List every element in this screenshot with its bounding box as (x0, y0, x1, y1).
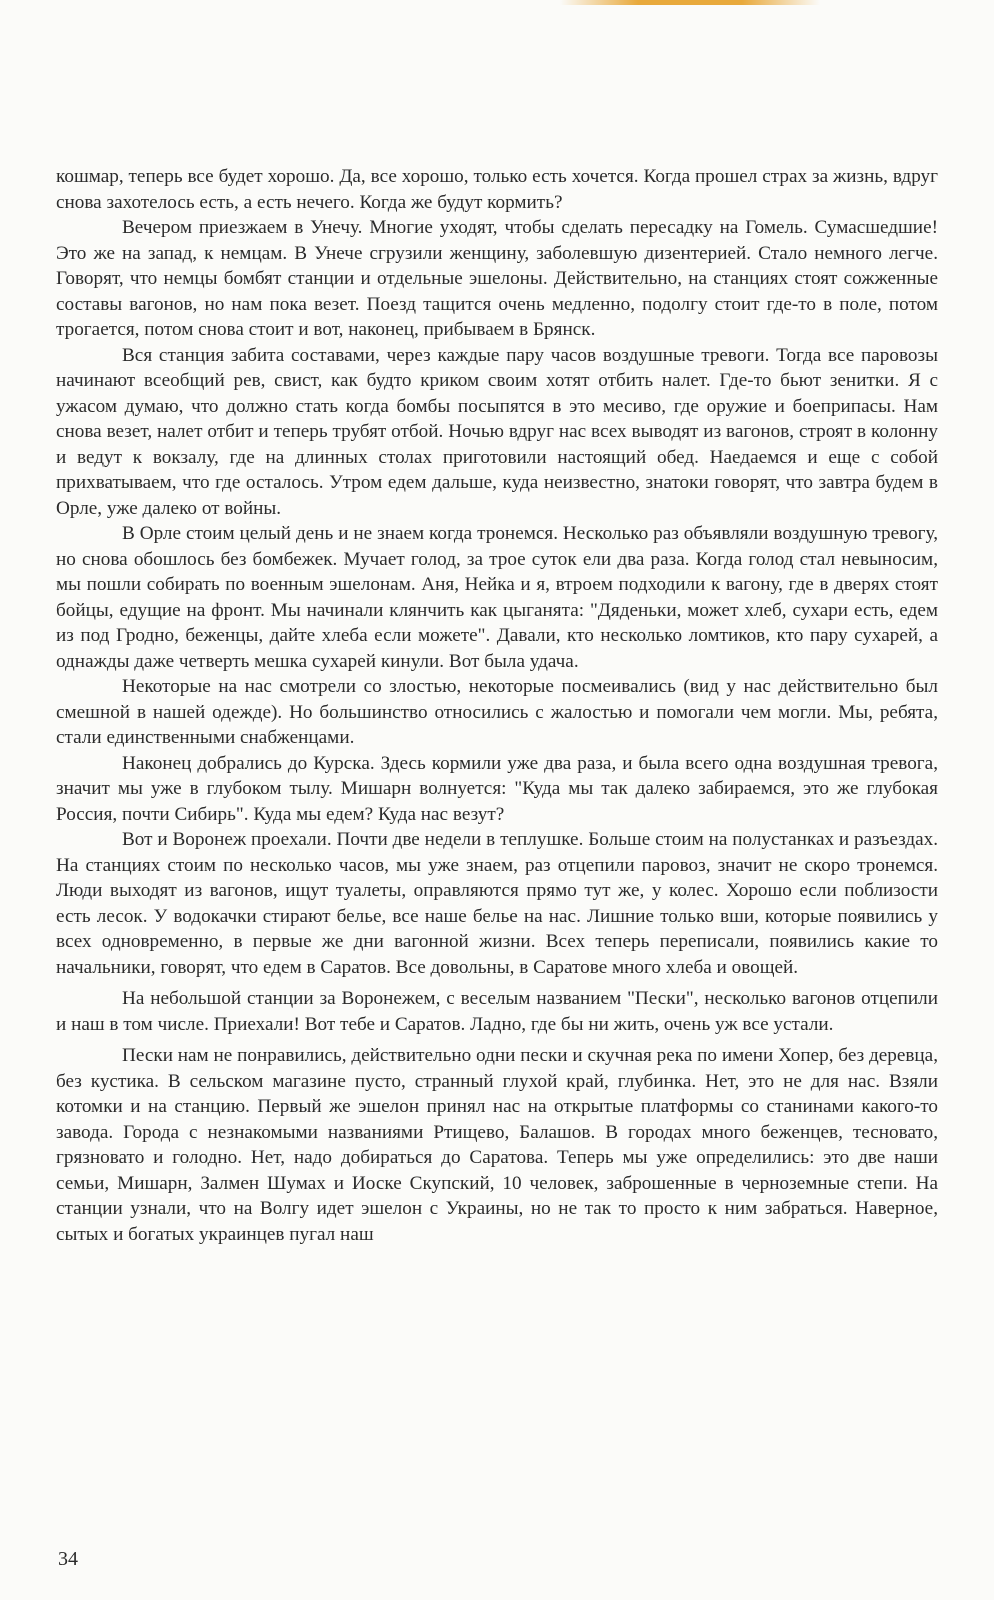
paragraph: Вся станция забита составами, через каждые пару часов воздушные тревоги. Тогда все паровозы начинают всеобщий рев, свист, как будто криком своим хотят отбить налет. Где-то бьют зенитки. Я с ужасом думаю, что должно стать когда бомбы посыпятся в это месиво, где оружие и боеприпасы. Нам снова везет, налет отбит и теперь трубят отбой. Ночью вдруг нас всех выводят из вагонов, строят в колонну и ведут к вокзалу, где на длинных столах приготовили настоящий обед. Наедаемся и еще с собой прихватываем, что где осталось. Утром едем дальше, куда неизвестно, знатоки говорят, что завтра будем в Орле, уже далеко от войны. (56, 344, 938, 519)
paragraph: Некоторые на нас смотрели со злостью, некоторые посмеивались (вид у нас действительно был смешной в нашей одежде). Но большинство относились с жалостью и помогали чем могли. Мы, ребята, стали единственными снабженцами. (56, 676, 938, 748)
paragraph: кошмар, теперь все будет хорошо. Да, все хорошо, только есть хочется. Когда прошел страх за жизнь, вдруг снова захотелось есть, а есть нечего. Когда же будут кормить? (56, 166, 938, 213)
paragraph: Вот и Воронеж проехали. Почти две недели в теплушке. Больше стоим на полустанках и разъездах. На станциях стоим по несколько часов, мы уже знаем, раз отцепили паровоз, значит не скоро тронемся. Люди выходят из вагонов, ищут туалеты, оправляются прямо тут же, у колес. Хорошо если поблизости есть лесок. У водокачки стирают белье, все наше белье на нас. Лишние только вши, которые появились у всех одновременно, в первые же дни вагонной жизни. Всех теперь переписали, появились какие то начальники, говорят, что едем в Саратов. Все довольны, в Саратове много хлеба и овощей. (56, 829, 938, 978)
page-edge-accent (560, 0, 820, 5)
paragraph: Вечером приезжаем в Унечу. Многие уходят, чтобы сделать пересадку на Гомель. Сумасшедшие! Это же на запад, к немцам. В Унече сгрузили женщину, заболевшую дизентерией. Стало немного легче. Говорят, что немцы бомбят станции и отдельные эшелоны. Действительно, на станциях стоят сожженные составы вагонов, но нам пока везет. Поезд тащится очень медленно, подолгу стоит где-то в поле, потом трогается, потом снова стоит и вот, наконец, прибываем в Брянск. (56, 217, 938, 340)
page-number: 34 (58, 1548, 78, 1570)
paragraph: На небольшой станции за Воронежем, с веселым названием "Пески", несколько вагонов отцепили и наш в том числе. Приехали! Вот тебе и Саратов. Ладно, где бы ни жить, очень уж все устали. (56, 988, 938, 1035)
paragraph: В Орле стоим целый день и не знаем когда тронемся. Несколько раз объявляли воздушную тревогу, но снова обошлось без бомбежек. Мучает голод, за трое суток ели два раза. Когда голод стал невыносим, мы пошли собирать по военным эшелонам. Аня, Нейка и я, втроем подходили к вагону, где в дверях стоят бойцы, едущие на фронт. Мы начинали клянчить как цыганята: "Дяденьки, может хлеб, сухари есть, едем из под Гродно, беженцы, дайте хлеба если можете". Давали, кто несколько ломтиков, кто пару сухарей, а однажды даже четверть мешка сухарей кинули. Вот была удача. (56, 523, 938, 672)
book-page-text (56, 164, 938, 1247)
paragraph: Пески нам не понравились, действительно одни пески и скучная река по имени Хопер, без деревца, без кустика. В сельском магазине пусто, странный глухой край, глубинка. Нет, это не для нас. Взяли котомки и на станцию. Первый же эшелон принял нас на открытые платформы со станинами какого-то завода. Города с незнакомыми названиями Ртищево, Балашов. В городах много беженцев, тесновато, грязновато и голодно. Нет, надо добираться до Саратова. Теперь мы уже определились: это две наши семьи, Мишарн, Залмен Шумах и Иоске Скупский, 10 человек, заброшенные в черноземные степи. На станции узнали, что на Волгу идет эшелон с Украины, но не так то просто к ним забраться. Наверное, сытых и богатых украинцев пугал наш (56, 1045, 938, 1245)
paragraph: Наконец добрались до Курска. Здесь кормили уже два раза, и была всего одна воздушная тревога, значит мы уже в глубоком тылу. Мишарн волнуется: "Куда мы так далеко забираемся, это же глубокая Россия, почти Сибирь". Куда мы едем? Куда нас везут? (56, 752, 938, 825)
